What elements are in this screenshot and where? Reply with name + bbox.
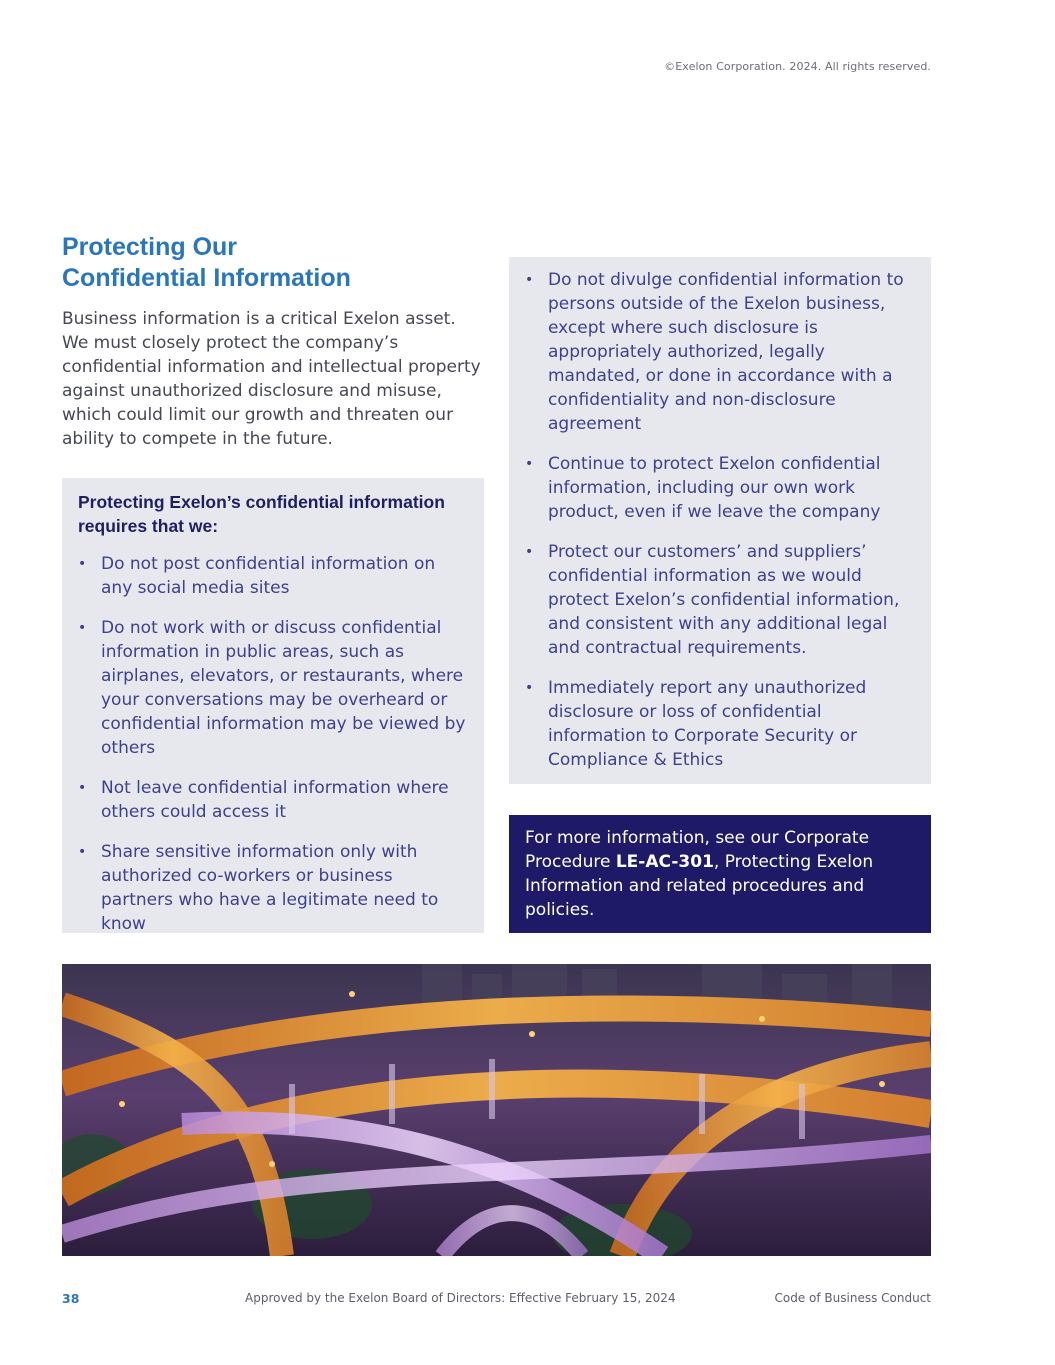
bullet-icon: • [525,680,534,696]
requirements-box-right [509,257,931,784]
page-number: 38 [62,1291,80,1306]
list-item-text: Protect our customers’ and suppliers’ confidential information as we would protect Exelon’s confidential information, and consistent with any additional legal and contractual requirements. [548,542,900,658]
more-info-callout [509,815,931,933]
list-item-text: Continue to protect Exelon confidential information, including our own work product, even if we leave the company [548,454,881,522]
more-info-suffix: , Protecting Exelon Information and related procedures and policies. [525,852,874,920]
list-item-text: Not leave confidential information where others could access it [101,778,449,822]
intro-paragraph: Business information is a critical Exelon asset. We must closely protect the company’s confidential information and intellectual property against unauthorized disclosure and misuse, which could limit our growth and threaten our ability to compete in the future. [62,309,481,449]
approval-note: Approved by the Exelon Board of Directors: Effective February 15, 2024 [245,1291,676,1305]
list-item [525,540,915,660]
bullet-icon: • [78,780,87,796]
section-title-line-2: Confidential Information [62,264,351,292]
procedure-code: LE-AC-301 [615,852,714,872]
bullet-icon: • [525,544,534,560]
list-item-text: Do not work with or discuss confidential information in public areas, such as airplanes, elevators, or restaurants, where your conversations may be overheard or confidential information may be viewed by others [101,618,466,758]
list-item-text: Do not post confidential information on any social media sites [101,554,436,598]
list-item [78,776,468,824]
list-item-text: Immediately report any unauthorized disclosure or loss of confidential information to Corporate Security or Compliance & Ethics [548,678,867,770]
list-item-text: Do not divulge confidential information to persons outside of the Exelon business, except where such disclosure is appropriately authorized, legally mandated, or done in accordance with a confidentiality and non-disclosure agreement [548,270,904,434]
list-item [525,268,915,436]
list-item [78,840,468,936]
list-item-text: Share sensitive information only with authorized co-workers or business partners who have a legitimate need to know [101,842,439,934]
bullet-icon: • [525,272,534,288]
requirements-heading: Protecting Exelon’s confidential information requires that we: [78,492,445,536]
list-item [525,452,915,524]
bullet-icon: • [78,620,87,636]
list-item [78,616,468,760]
requirements-list-right [525,268,915,772]
more-info-prefix: For more information, see our Corporate Procedure [525,828,870,872]
intro-section [62,232,484,451]
requirements-box-left [62,478,484,933]
highway-interchange-photo [62,964,931,1256]
list-item [525,676,915,772]
bullet-icon: • [525,456,534,472]
section-title [62,232,484,294]
section-title-line-1: Protecting Our [62,233,238,261]
bullet-icon: • [78,844,87,860]
bullet-icon: • [78,556,87,572]
requirements-list-left [78,552,468,936]
list-item [78,552,468,600]
document-title: Code of Business Conduct [774,1291,931,1305]
copyright-notice: ©Exelon Corporation. 2024. All rights reserved. [664,60,931,73]
